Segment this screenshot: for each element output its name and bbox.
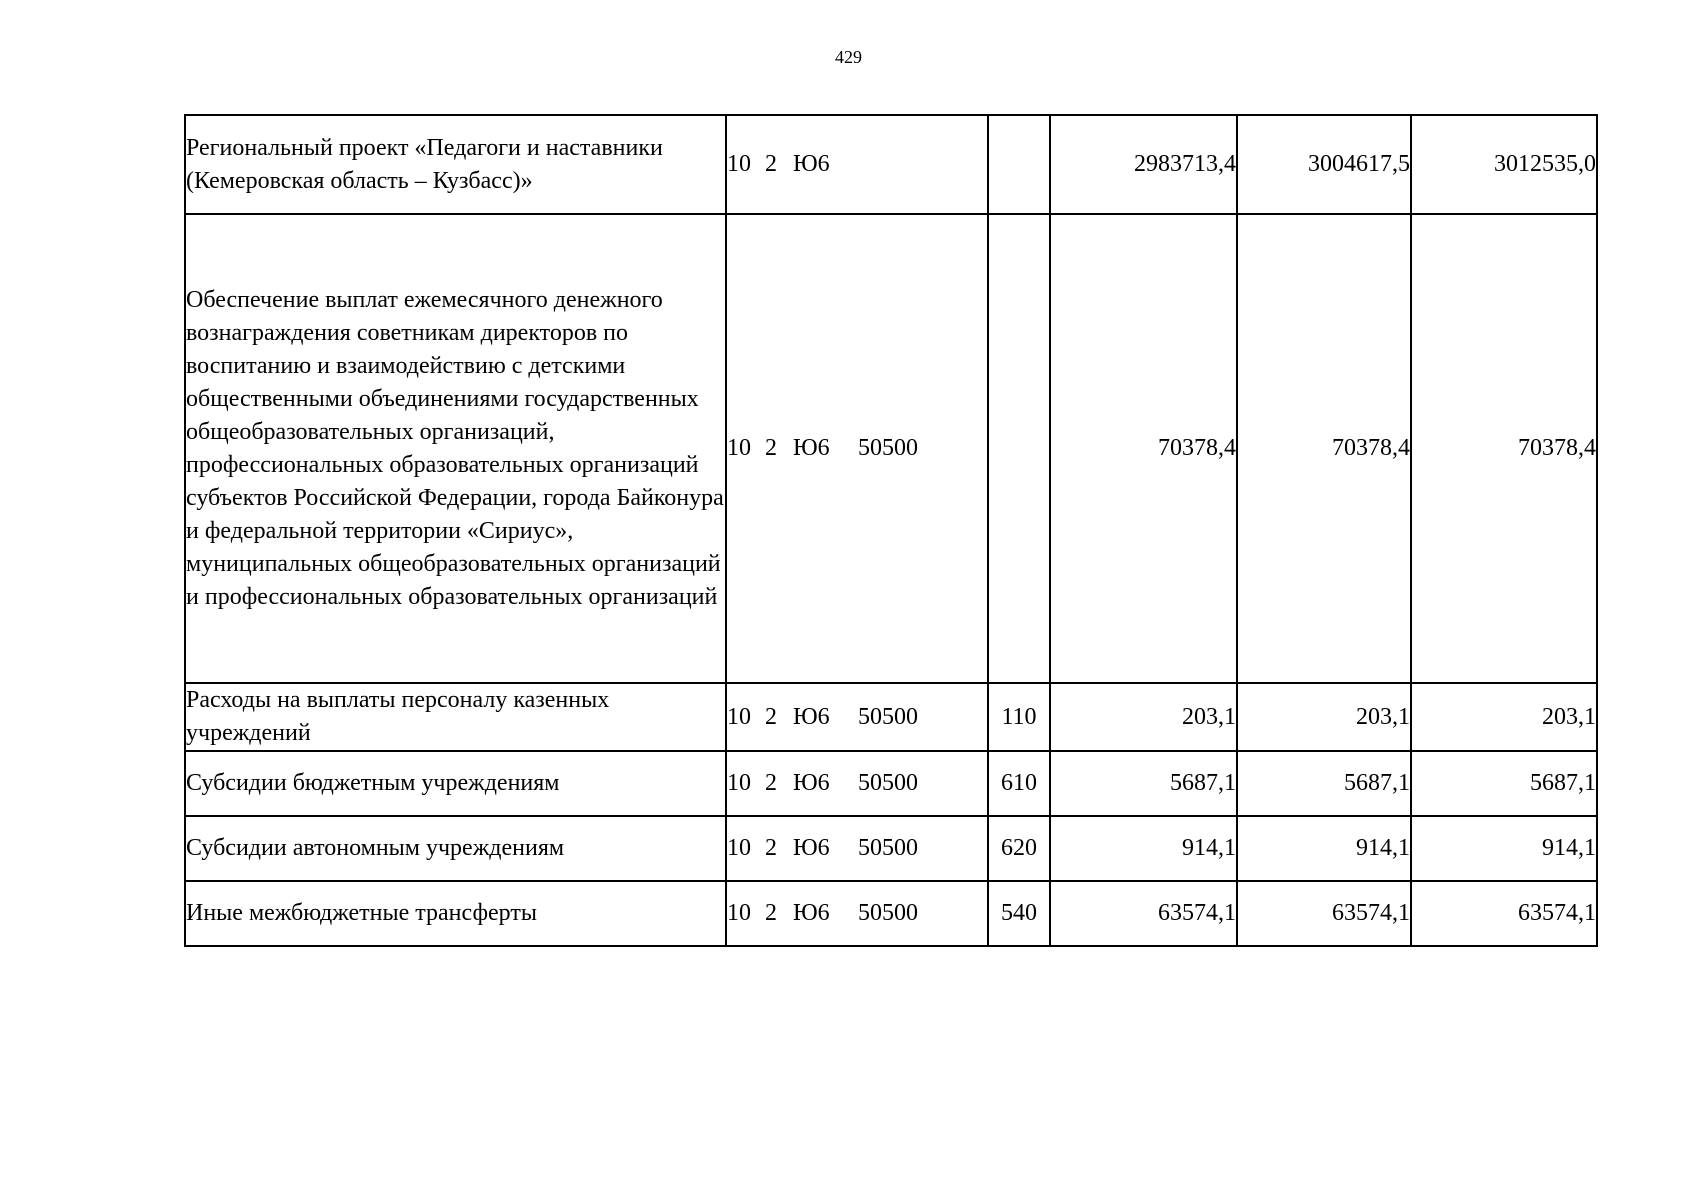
row-name-cell: Субсидии бюджетным учреждениям [185,751,726,816]
subsection-code: 2 [765,435,777,461]
year1-amount: 2983713,4 [1050,115,1237,214]
table-row [185,683,1597,751]
subsection-code: 2 [765,770,777,796]
subsection-code: 2 [765,703,777,730]
year1-amount: 203,1 [1050,683,1237,751]
item-code: 50500 [858,900,918,926]
budget-table [184,114,1598,947]
expense-type-cell: 110 [988,683,1050,751]
program-code: Ю6 [793,435,830,461]
year3-amount: 5687,1 [1411,751,1597,816]
row-name-cell: Региональный проект «Педагоги и наставники (Кемеровская область – Кузбасс)» [185,115,726,214]
program-code: Ю6 [793,151,830,177]
program-code: Ю6 [793,770,830,796]
year2-amount: 3004617,5 [1237,115,1411,214]
year3-amount: 3012535,0 [1411,115,1597,214]
code-cell [726,214,988,683]
year3-amount: 70378,4 [1411,214,1597,683]
year1-amount: 5687,1 [1050,751,1237,816]
year1-amount: 70378,4 [1050,214,1237,683]
program-code: Ю6 [793,835,830,861]
year3-amount: 203,1 [1411,683,1597,751]
program-code: Ю6 [793,703,830,730]
row-name-cell: Расходы на выплаты персоналу казенных учреждений [185,683,726,751]
row-name-cell: Иные межбюджетные трансферты [185,881,726,946]
subsection-code: 2 [765,900,777,926]
item-code: 50500 [858,835,918,861]
section-code: 10 [727,435,751,461]
year1-amount: 63574,1 [1050,881,1237,946]
year2-amount: 63574,1 [1237,881,1411,946]
expense-type-cell: 540 [988,881,1050,946]
item-code: 50500 [858,435,918,461]
year1-amount: 914,1 [1050,816,1237,881]
table-row [185,115,1597,214]
year3-amount: 63574,1 [1411,881,1597,946]
row-name-cell: Обеспечение выплат ежемесячного денежного вознаграждения советникам директоров по воспитанию и взаимодействию с детскими общественными объединениями государственных общеобразовательных организаций, профессиональных образовательных организаций субъектов Российской Федерации, города Байконура и федеральной территории «Сириус», муниципальных общеобразовательных организаций и профессиональных образовательных организаций [185,214,726,683]
item-code: 50500 [858,703,918,730]
expense-type-cell: 610 [988,751,1050,816]
program-code: Ю6 [793,900,830,926]
table-row [185,816,1597,881]
section-code: 10 [727,900,751,926]
section-code: 10 [727,703,751,730]
table-row [185,751,1597,816]
section-code: 10 [727,770,751,796]
year2-amount: 70378,4 [1237,214,1411,683]
year2-amount: 914,1 [1237,816,1411,881]
code-cell [726,881,988,946]
code-cell [726,816,988,881]
table-row [185,214,1597,683]
code-cell [726,751,988,816]
year2-amount: 203,1 [1237,683,1411,751]
year3-amount: 914,1 [1411,816,1597,881]
item-code: 50500 [858,770,918,796]
expense-type-cell [988,115,1050,214]
row-name-cell: Субсидии автономным учреждениям [185,816,726,881]
table-row [185,881,1597,946]
section-code: 10 [727,151,751,177]
subsection-code: 2 [765,835,777,861]
code-cell [726,115,988,214]
expense-type-cell: 620 [988,816,1050,881]
code-cell [726,683,988,751]
subsection-code: 2 [765,151,777,177]
section-code: 10 [727,835,751,861]
expense-type-cell [988,214,1050,683]
page-number: 429 [835,47,862,67]
year2-amount: 5687,1 [1237,751,1411,816]
